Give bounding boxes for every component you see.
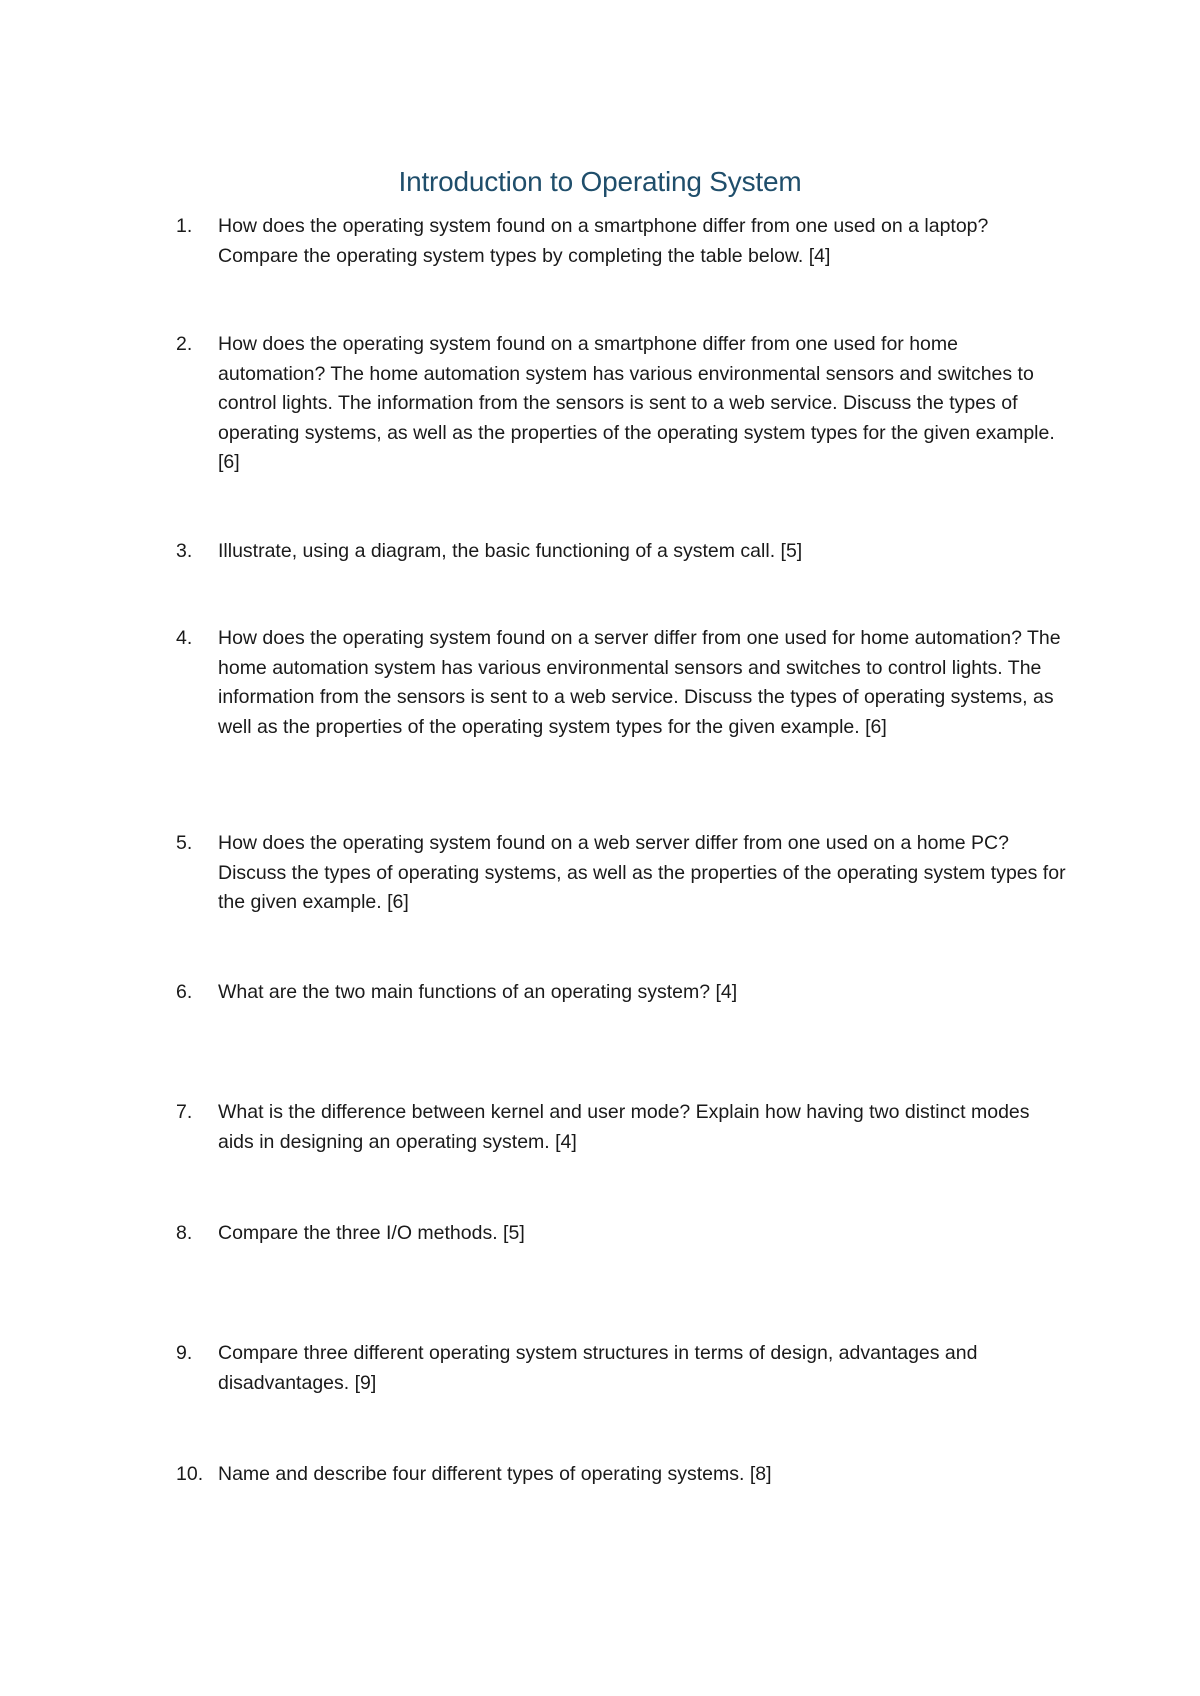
question-text: What is the difference between kernel and user mode? Explain how having two distinct modes aids in designing an operating system. [4] [218,1101,1030,1153]
question-text: How does the operating system found on a server differ from one used for home automation? The home automation system has various environmental sensors and switches to control lights. The information from the sensors is sent to a web service. Discuss the types of operating systems, as well as the properties of the operating system types for the given example. [6] [218,627,1061,738]
question-text: Illustrate, using a diagram, the basic functioning of a system call. [5] [218,540,803,562]
question-number: 9. [176,1342,193,1364]
question-text: Compare the three I/O methods. [5] [218,1222,525,1244]
question-number: 10. [176,1463,204,1485]
question-number: 6. [176,981,193,1003]
question-text: How does the operating system found on a web server differ from one used on a home PC? Discuss the types of operating systems, as well as the properties of the operating system types for the given example. [6] [218,832,1066,913]
document-title: Introduction to Operating System [398,166,802,197]
question-number: 8. [176,1222,193,1244]
question-text: How does the operating system found on a smartphone differ from one used for home automation? The home automation system has various environmental sensors and switches to control lights. The information from the sensors is sent to a web service. Discuss the types of operating systems, as well as the properties of the operating system types for the given example. [6] [218,333,1055,473]
question-text: How does the operating system found on a smartphone differ from one used on a laptop? Compare the operating system types by completing the table below. [4] [218,215,989,267]
question-number: 7. [176,1101,193,1123]
question-number: 1. [176,215,193,237]
question-number: 2. [176,333,193,355]
question-text: Compare three different operating system structures in terms of design, advantages and disadvantages. [9] [218,1342,978,1394]
question-text: What are the two main functions of an operating system? [4] [218,981,738,1003]
question-number: 3. [176,540,193,562]
question-number: 4. [176,627,193,649]
question-number: 5. [176,832,193,854]
question-text: Name and describe four different types of operating systems. [8] [218,1463,772,1485]
